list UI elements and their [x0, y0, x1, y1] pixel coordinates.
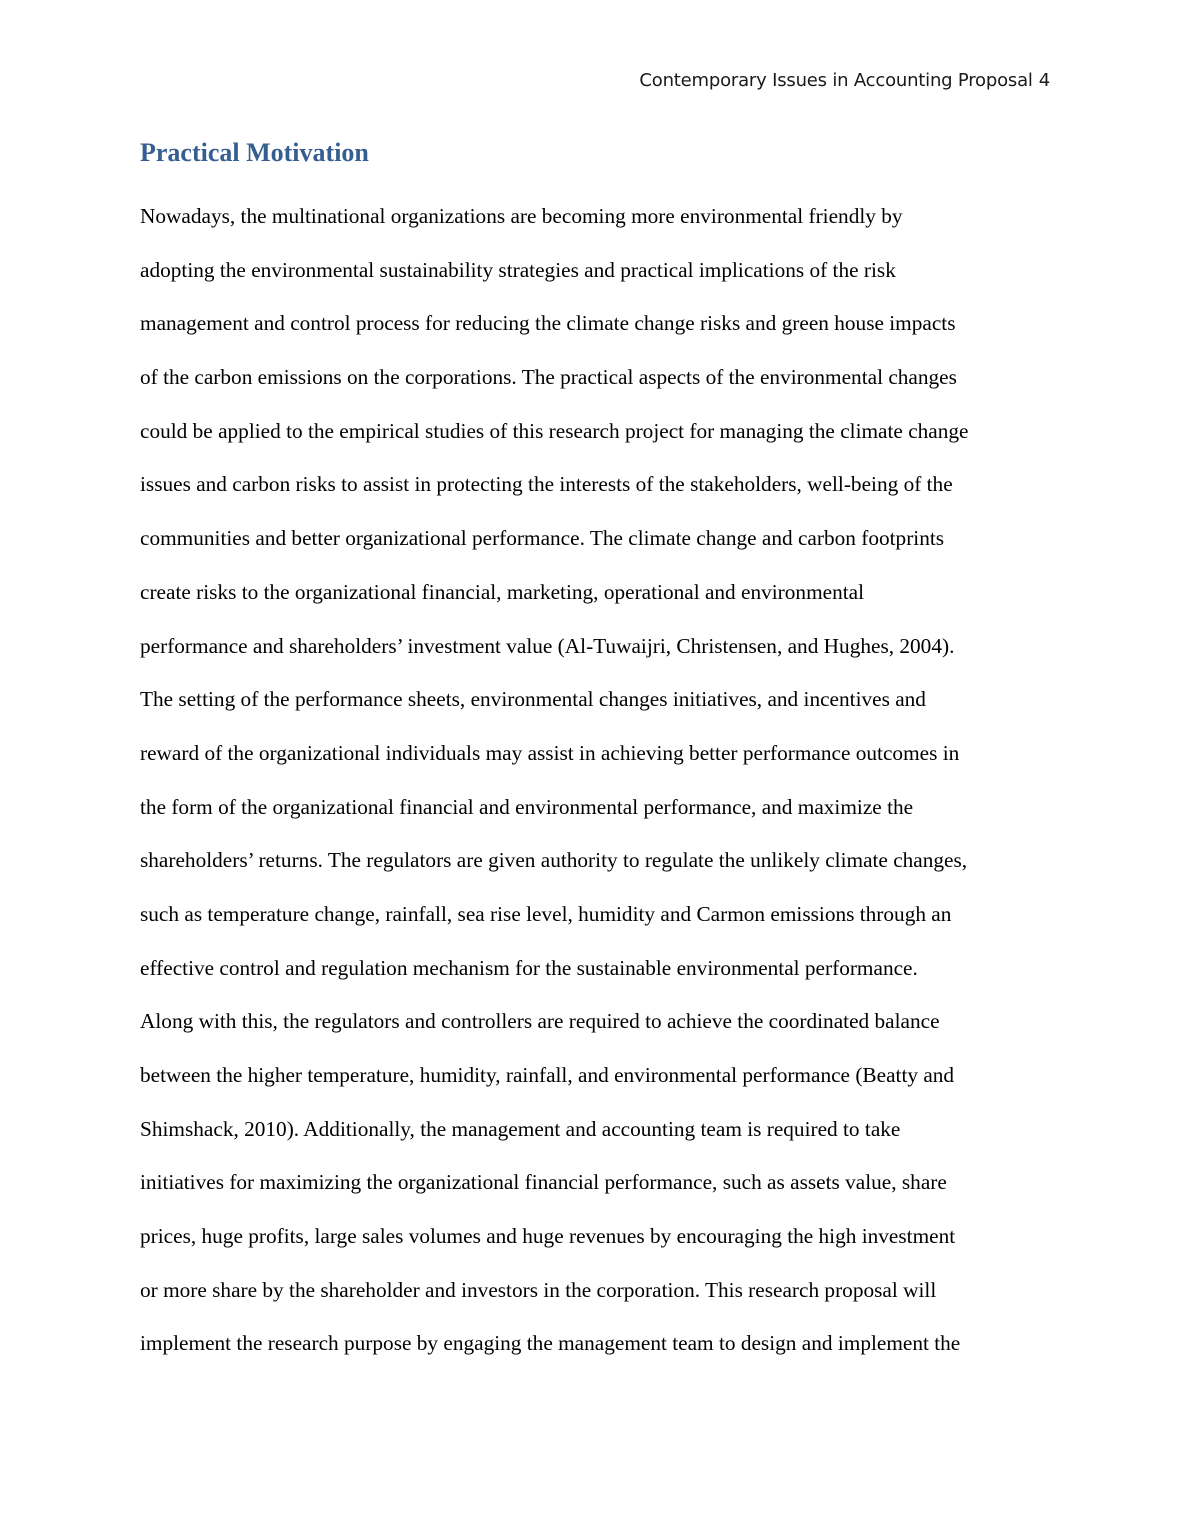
- body-line: Shimshack, 2010). Additionally, the management and accounting team is required to take: [140, 1116, 901, 1141]
- body-line: reward of the organizational individuals may assist in achieving better performance outcomes in: [140, 740, 960, 765]
- body-line: implement the research purpose by engaging the management team to design and implement the: [140, 1331, 961, 1356]
- body-line: initiatives for maximizing the organizational financial performance, such as assets value, share: [140, 1170, 947, 1195]
- running-header-title: Contemporary Issues in Accounting Proposal: [639, 70, 1033, 91]
- body-line: The setting of the performance sheets, environmental changes initiatives, and incentives and: [140, 687, 926, 712]
- body-line: performance and shareholders’ investment value (Al-Tuwaijri, Christensen, and Hughes, 2004).: [140, 633, 955, 658]
- section-heading: Practical Motivation: [140, 138, 369, 167]
- body-line: shareholders’ returns. The regulators are given authority to regulate the unlikely climate changes,: [140, 848, 968, 873]
- body-line: the form of the organizational financial and environmental performance, and maximize the: [140, 794, 914, 819]
- page-number: 4: [1038, 70, 1050, 91]
- body-line: adopting the environmental sustainability strategies and practical implications of the risk: [140, 257, 896, 282]
- body-line: of the carbon emissions on the corporations. The practical aspects of the environmental changes: [140, 365, 957, 390]
- body-line: Nowadays, the multinational organizations are becoming more environmental friendly by: [140, 204, 903, 228]
- body-paragraph: [140, 190, 1070, 1371]
- body-line: issues and carbon risks to assist in protecting the interests of the stakeholders, well-being of the: [140, 472, 953, 497]
- body-line: Along with this, the regulators and controllers are required to achieve the coordinated balance: [140, 1009, 940, 1034]
- body-line: effective control and regulation mechanism for the sustainable environmental performance.: [140, 955, 918, 980]
- body-line: could be applied to the empirical studies of this research project for managing the climate change: [140, 418, 969, 443]
- body-line: such as temperature change, rainfall, sea rise level, humidity and Carmon emissions through an: [140, 901, 952, 926]
- body-line: or more share by the shareholder and investors in the corporation. This research proposal will: [140, 1277, 937, 1302]
- body-line: management and control process for reducing the climate change risks and green house impacts: [140, 311, 956, 336]
- body-line: between the higher temperature, humidity, rainfall, and environmental performance (Beatty and: [140, 1063, 955, 1087]
- body-line: communities and better organizational performance. The climate change and carbon footprints: [140, 526, 945, 551]
- running-header: [639, 70, 1050, 91]
- body-line: prices, huge profits, large sales volumes and huge revenues by encouraging the high investment: [140, 1224, 956, 1249]
- body-line: create risks to the organizational financial, marketing, operational and environmental: [140, 579, 865, 604]
